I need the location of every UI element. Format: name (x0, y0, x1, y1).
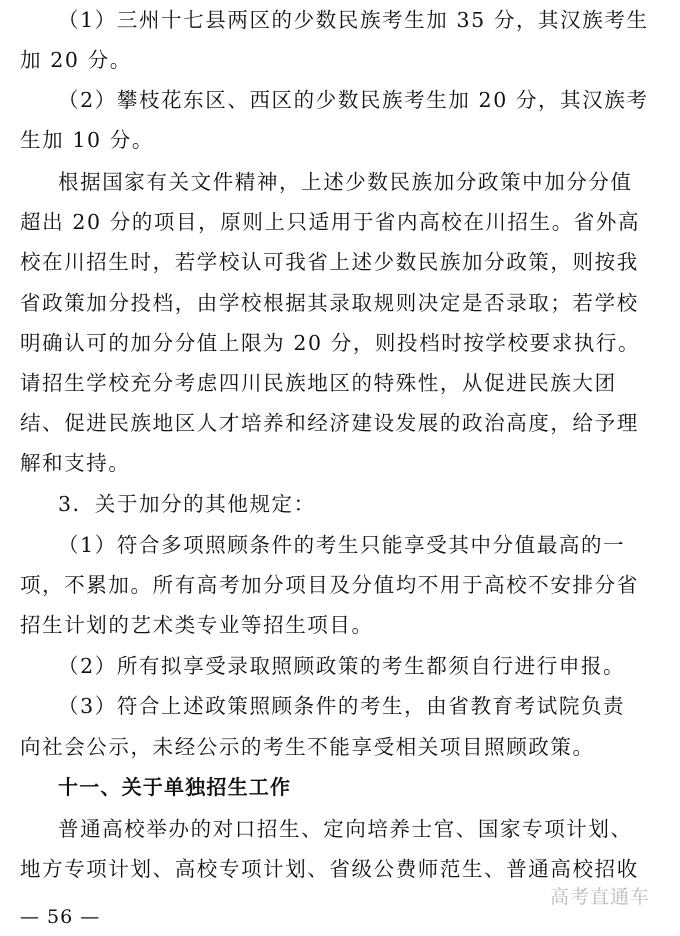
section-heading: 十一、关于单独招生工作 (58, 775, 292, 799)
text-line: 生加 10 分。 (20, 128, 154, 152)
text-line: 根据国家有关文件精神，上述少数民族加分政策中加分分值 (58, 170, 633, 194)
text-line: （1）三州十七县两区的少数民族考生加 35 分，其汉族考生 (58, 8, 649, 32)
text-line: 超出 20 分的项目，原则上只适用于省内高校在川招生。省外高 (20, 210, 641, 234)
text-line: 请招生学校充分考虑四川民族地区的特殊性，从促进民族大团 (20, 371, 617, 395)
text-line: 结、促进民族地区人才培养和经济建设发展的政治高度，给予理 (20, 411, 639, 435)
text-line: 招生计划的艺术类专业等招生项目。 (20, 613, 374, 637)
text-line: 地方专项计划、高校专项计划、省级公费师范生、普通高校招收 (20, 857, 639, 881)
text-line: 解和支持。 (20, 451, 131, 475)
text-line: 向社会公示，未经公示的考生不能享受相关项目照顾政策。 (20, 735, 595, 759)
text-line: 校在川招生时，若学校认可我省上述少数民族加分政策，则按我 (20, 250, 639, 274)
text-line: 普通高校举办的对口招生、定向培养士官、国家专项计划、 (58, 817, 633, 841)
text-line: （3）符合上述政策照顾条件的考生，由省教育考试院负责 (58, 694, 626, 718)
text-line: 项，不累加。所有高考加分项目及分值均不用于高校不安排分省 (20, 573, 639, 597)
text-line: （2）攀枝花东区、西区的少数民族考生加 20 分，其汉族考 (58, 88, 649, 112)
page-number: — 56 — (20, 906, 101, 928)
text-line: （1）符合多项照顾条件的考生只能享受其中分值最高的一 (58, 533, 626, 557)
text-line: （2）所有拟享受录取照顾政策的考生都须自行进行申报。 (58, 654, 626, 678)
text-line: 省政策加分投档，由学校根据其录取规则决定是否录取；若学校 (20, 291, 639, 315)
watermark: 高考直通车 (549, 886, 650, 908)
text-line: 明确认可的加分分值上限为 20 分，则投档时按学校要求执行。 (20, 331, 641, 355)
text-line: 3．关于加分的其他规定： (58, 492, 316, 516)
text-line: 加 20 分。 (20, 48, 132, 72)
